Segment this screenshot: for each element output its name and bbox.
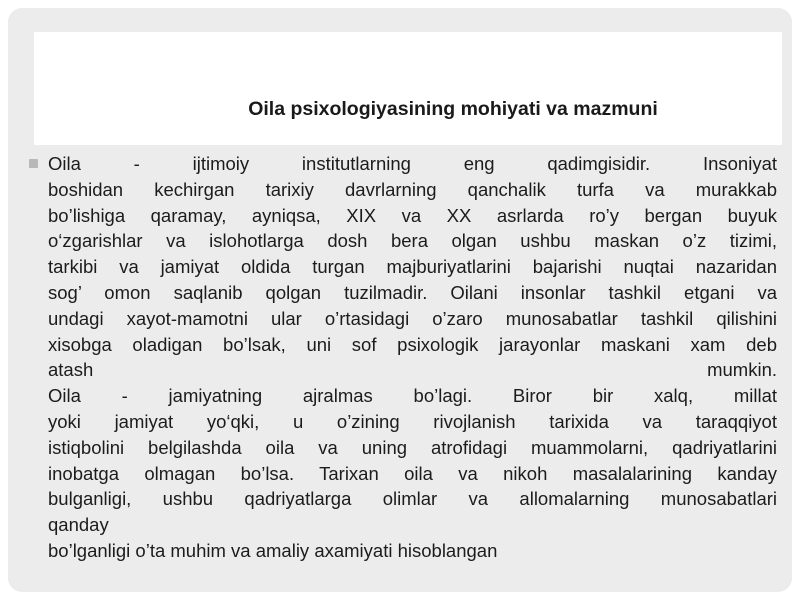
body-line: qanday — [48, 514, 109, 536]
slide-body — [48, 151, 777, 564]
body-line: undagi xayot-mamotni ular o’rtasidagi o’zaro munosabatlar tashkil qilishini — [48, 307, 777, 329]
body-line: sog’ omon saqlanib qolgan tuzilmadir. Oilani insonlar tashkil etgani va — [48, 281, 777, 303]
body-line: bo’lganligi o’ta muhim va amaliy axamiyati hisoblangan — [48, 539, 498, 561]
body-line: Oila - ijtimoiy institutlarning eng qadimgisidir. Insoniyat — [48, 153, 777, 174]
body-line: bo’lishiga qaramay, ayniqsa, XIX va XX asrlarda ro’y bergan buyuk — [48, 204, 777, 226]
body-line: inobatga olmagan bo’lsa. Tarixan oila va nikoh masalalarining kanday — [48, 462, 777, 484]
bullet-icon — [29, 159, 38, 168]
body-line: atash mumkin. — [48, 359, 777, 381]
slide — [8, 8, 792, 592]
title-box — [34, 32, 782, 145]
body-line: xisobga oladigan bo’lsak, uni sof psixologik jarayonlar maskani xam deb — [48, 333, 777, 355]
slide-title: Oila psixologiyasining mohiyati va mazmuni — [248, 98, 658, 120]
body-line: istiqbolini belgilashda oila va uning atrofidagi muammolarni, qadriyatlarini — [48, 436, 777, 458]
body-line: yoki jamiyat yo‘qki, u o’zining rivojlanish tarixida va taraqqiyot — [48, 410, 777, 432]
body-line: o‘zgarishlar va islohotlarga dosh bera olgan ushbu maskan o’z tizimi, — [48, 230, 777, 252]
body-line: boshidan kechirgan tarixiy davrlarning qanchalik turfa va murakkab — [48, 178, 777, 200]
body-line: bulganligi, ushbu qadriyatlarga olimlar va allomalarning munosabatlari — [48, 488, 777, 510]
body-line: Oila - jamiyatning ajralmas bo’lagi. Biror bir xalq, millat — [48, 385, 777, 407]
body-line: tarkibi va jamiyat oldida turgan majburiyatlarini bajarishi nuqtai nazaridan — [48, 256, 777, 278]
